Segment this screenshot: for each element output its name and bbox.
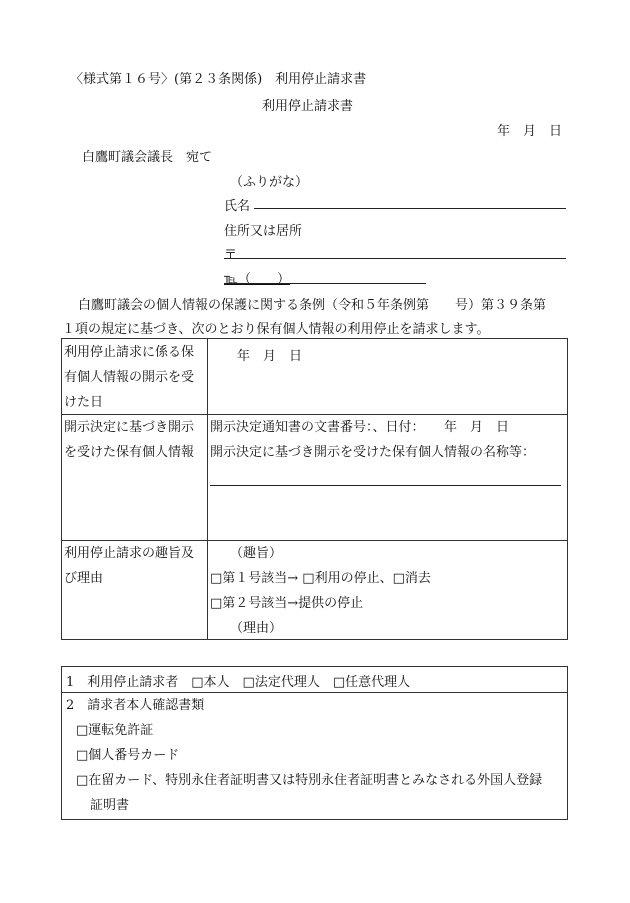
row1-label-line: 利用停止請求に係る保 (64, 345, 195, 360)
disclosed-info-name-label: 開示決定に基づき開示を受けた保有個人情報の名称等： (210, 445, 536, 460)
intro-line-2: １項の規定に基づき、次のとおり保有個人情報の利用停止を請求します。 (62, 322, 490, 337)
notice-document-info: 開示決定通知書の文書番号：、日付： 年 月 日 (210, 420, 510, 435)
date-label: 年 月 日 (497, 124, 563, 139)
identity-docs-block (66, 693, 542, 818)
option-item-2: □第２号該当→提供の停止 (210, 596, 364, 611)
row2-fill-line (210, 485, 561, 486)
purpose-label: （趣旨） (230, 546, 283, 561)
row2-label-line: を受けた保有個人情報 (64, 445, 195, 460)
row3-label (64, 541, 194, 591)
row3-label-line: 利用停止請求の趣旨及 (64, 546, 195, 561)
form-number: 〈様式第１６号〉(第２３条関係) 利用停止請求書 (70, 72, 367, 87)
name-label: 氏名 (224, 199, 251, 214)
row1-label (64, 340, 194, 415)
option-item-1: □第１号該当→ □利用の停止、□消去 (210, 571, 431, 586)
tel-underline (224, 283, 426, 284)
row2-value (210, 415, 535, 465)
row2-label-line: 開示決定に基づき開示 (64, 420, 195, 435)
requester-type-line: 1 利用停止請求者 □本人 □法定代理人 □任意代理人 (66, 675, 411, 690)
table-column-divider (207, 338, 208, 640)
doc-item: □在留カード、特別永住者証明書又は特別永住者証明書とみなされる外国人登録 (76, 773, 543, 788)
doc-item: □運転免許証 (76, 723, 154, 738)
row2-label (64, 415, 194, 465)
tel-label: ℡（ ） (224, 272, 290, 287)
name-underline (254, 208, 566, 209)
address-underline (224, 258, 566, 259)
furigana-label: （ふりがな） (230, 175, 309, 190)
row3-value (210, 541, 431, 641)
postal-mark: 〒 (224, 248, 238, 263)
reason-label: （理由） (230, 621, 283, 636)
row1-label-line: 有個人情報の開示を受 (64, 370, 195, 385)
doc-item: 証明書 (90, 798, 130, 813)
intro-line-1: 白鷹町議会の個人情報の保護に関する条例（令和５年条例第 号）第３９条第 (78, 298, 547, 313)
row1-date-value: 年 月 日 (237, 349, 303, 364)
row1-label-line: けた日 (64, 395, 104, 410)
addressee: 白鷹町議会議長 宛て (82, 150, 213, 165)
doc-item: □個人番号カード (76, 748, 180, 763)
row3-label-line: び理由 (64, 571, 104, 586)
form-title: 利用停止請求書 (262, 99, 354, 114)
identity-docs-heading: 2 請求者本人確認書類 (66, 698, 205, 713)
address-label: 住所又は居所 (224, 224, 303, 239)
